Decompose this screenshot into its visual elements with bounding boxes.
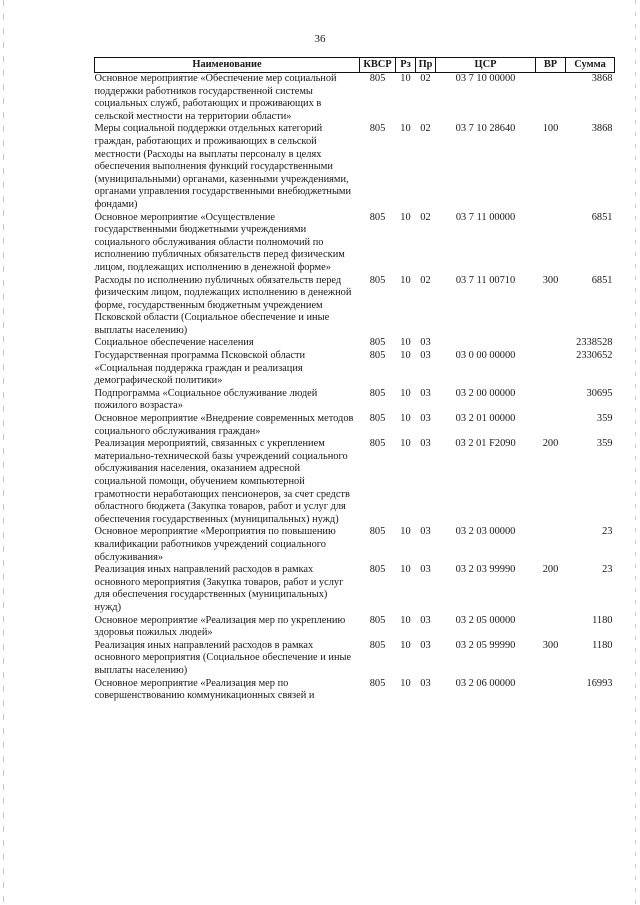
cell-name: Государственная программа Псковской области «Социальная поддержка граждан и реализация демографической политики» — [94, 350, 306, 387]
cell-pr: 03 — [420, 337, 431, 349]
cell-csr — [436, 337, 536, 350]
cell-pr: 03 — [420, 438, 431, 450]
cell-name: Реализация иных направлений расходов в рамках основного мероприятия (Социальное обеспечение и иные выплаты населению) — [94, 639, 352, 676]
cell-rz: 10 — [400, 350, 411, 362]
cell-sum: 3868 — [591, 73, 613, 84]
cell-pr: 02 — [420, 274, 431, 286]
cell-rz: 10 — [400, 639, 411, 651]
cell-vr — [536, 615, 566, 640]
table-row — [95, 275, 615, 338]
scan-margin-left — [3, 0, 4, 905]
cell-csr: 03 7 10 28640 — [455, 123, 516, 135]
cell-csr: 03 2 01 F2090 — [455, 438, 516, 450]
cell-sum: 2330652 — [576, 350, 613, 362]
cell-kvsr: 805 — [369, 73, 386, 84]
cell-vr: 300 — [542, 274, 559, 286]
cell-sum: 23 — [602, 526, 613, 538]
cell-vr — [536, 73, 566, 124]
table-row — [95, 615, 615, 640]
cell-name: Реализация мероприятий, связанных с укреплением материально-технической базы учреждений социального обслуживания населения, оказанием адресной социальной помощи, обучением компьютерной грамотности неработающих пенсионеров, за счет средств областного бюджета (Закупка товаров, работ и услуг для обеспечения государственных (муниципальных) нужд) — [94, 438, 350, 525]
cell-csr: 03 2 01 00000 — [455, 413, 516, 425]
header-sum: Сумма — [566, 58, 615, 73]
cell-name: Подпрограмма «Социальное обслуживание людей пожилого возраста» — [94, 387, 318, 412]
cell-vr: 200 — [542, 564, 559, 576]
cell-kvsr: 805 — [369, 274, 386, 286]
cell-vr — [536, 350, 566, 388]
cell-kvsr: 805 — [369, 639, 386, 651]
cell-sum: 6851 — [591, 274, 613, 286]
cell-vr: 200 — [542, 438, 559, 450]
cell-csr: 03 2 00 00000 — [455, 387, 516, 399]
table-row — [95, 678, 615, 703]
cell-kvsr: 805 — [369, 350, 386, 362]
cell-pr: 03 — [420, 350, 431, 362]
table-row — [95, 337, 615, 350]
cell-vr — [536, 388, 566, 413]
cell-sum: 2338528 — [576, 337, 613, 349]
cell-csr: 03 7 11 00710 — [455, 274, 516, 286]
cell-pr: 02 — [420, 123, 431, 135]
cell-kvsr: 805 — [369, 337, 386, 349]
cell-kvsr: 805 — [369, 438, 386, 450]
cell-csr: 03 0 00 00000 — [455, 350, 516, 362]
cell-kvsr: 805 — [369, 123, 386, 135]
cell-kvsr: 805 — [369, 387, 386, 399]
cell-name: Социальное обеспечение населения — [94, 337, 254, 349]
table-row — [95, 350, 615, 388]
cell-name: Расходы по исполнению публичных обязательств перед физическим лицом, подлежащих исполнению в денежной форме, государственным бюджетным учреждением Псковской области (Социальное обеспечение и иные выплаты населению) — [94, 274, 352, 336]
cell-name: Основное мероприятие «Мероприятия по повышению квалификации работников учреждений социального обслуживания» — [94, 526, 336, 563]
cell-csr: 03 7 10 00000 — [455, 73, 516, 84]
header-kvsr: КВСР — [360, 58, 396, 73]
cell-rz: 10 — [400, 73, 411, 84]
cell-pr: 02 — [420, 211, 431, 223]
cell-name: Основное мероприятие «Реализация мер по укреплению здоровья пожилых людей» — [94, 614, 346, 639]
cell-rz: 10 — [400, 337, 411, 349]
cell-vr — [536, 212, 566, 275]
cell-sum: 30695 — [586, 387, 613, 399]
header-csr: ЦСР — [436, 58, 536, 73]
cell-kvsr: 805 — [369, 564, 386, 576]
header-rz: Рз — [396, 58, 416, 73]
cell-sum: 1180 — [592, 639, 613, 651]
cell-csr: 03 2 05 00000 — [455, 614, 516, 626]
cell-rz: 10 — [400, 413, 411, 425]
cell-sum: 16993 — [586, 677, 613, 689]
cell-rz: 10 — [400, 123, 411, 135]
scan-margin-right — [635, 0, 636, 905]
cell-sum: 359 — [596, 438, 613, 450]
page-number: 36 — [314, 33, 326, 45]
cell-rz: 10 — [400, 677, 411, 689]
table-body — [95, 73, 615, 703]
cell-name: Основное мероприятие «Осуществление государственными бюджетными учреждениями социального обслуживания области полномочий по исполнению публичных обязательств перед физическим лицом, подлежащих исполнению в денежной форме» — [94, 211, 345, 273]
table-row — [95, 526, 615, 564]
cell-rz: 10 — [400, 564, 411, 576]
table-row — [95, 438, 615, 526]
cell-kvsr: 805 — [369, 614, 386, 626]
cell-csr: 03 7 11 00000 — [455, 211, 516, 223]
cell-pr: 02 — [420, 73, 431, 84]
table-row — [95, 212, 615, 275]
cell-sum: 359 — [596, 413, 613, 425]
cell-vr: 100 — [542, 123, 559, 135]
cell-sum: 6851 — [591, 211, 613, 223]
cell-sum: 1180 — [592, 614, 613, 626]
table-row — [95, 413, 615, 438]
cell-kvsr: 805 — [369, 211, 386, 223]
cell-csr: 03 2 05 99990 — [455, 639, 516, 651]
cell-pr: 03 — [420, 677, 431, 689]
table-header-row — [95, 58, 615, 73]
cell-sum: 3868 — [591, 123, 613, 135]
header-vr: ВР — [536, 58, 566, 73]
cell-name: Основное мероприятие «Внедрение современных методов социального обслуживания граждан» — [94, 413, 354, 437]
cell-vr — [536, 337, 566, 350]
cell-pr: 03 — [420, 526, 431, 538]
table-row — [95, 123, 615, 211]
cell-kvsr: 805 — [369, 413, 386, 425]
cell-csr: 03 2 03 00000 — [455, 526, 516, 538]
table-row — [95, 564, 615, 614]
cell-rz: 10 — [400, 614, 411, 626]
cell-name: Основное мероприятие «Реализация мер по совершенствованию коммуникационных связей и — [94, 677, 315, 702]
cell-name: Основное мероприятие «Обеспечение мер социальной поддержки работников государственной системы социальных служб, работающих и проживающих в сельской местности на территории области» — [94, 73, 337, 122]
cell-rz: 10 — [400, 526, 411, 538]
cell-rz: 10 — [400, 274, 411, 286]
cell-kvsr: 805 — [369, 677, 386, 689]
cell-kvsr: 805 — [369, 526, 386, 538]
cell-pr: 03 — [420, 614, 431, 626]
cell-rz: 10 — [400, 438, 411, 450]
header-name: Наименование — [95, 58, 360, 73]
cell-vr — [536, 678, 566, 703]
cell-pr: 03 — [420, 639, 431, 651]
budget-table — [94, 57, 615, 703]
header-pr: Пр — [416, 58, 436, 73]
table-row — [95, 640, 615, 678]
cell-vr — [536, 526, 566, 564]
cell-rz: 10 — [400, 211, 411, 223]
cell-csr: 03 2 06 00000 — [455, 677, 516, 689]
cell-csr: 03 2 03 99990 — [455, 564, 516, 576]
cell-pr: 03 — [420, 387, 431, 399]
cell-rz: 10 — [400, 387, 411, 399]
cell-name: Реализация иных направлений расходов в рамках основного мероприятия (Закупка товаров, работ и услуг для обеспечения государственных (муниципальных) нужд) — [94, 564, 344, 613]
cell-name: Меры социальной поддержки отдельных категорий граждан, работающих и проживающих в сельской местности (Расходы на выплаты персоналу в целях обеспечения выполнения функций государственными (муниципальными) органами, казенными учреждениями, органами управления государственными внебюджетными фондами) — [94, 123, 352, 210]
table-row — [95, 388, 615, 413]
cell-pr: 03 — [420, 413, 431, 425]
cell-vr: 300 — [542, 639, 559, 651]
cell-vr — [536, 413, 566, 438]
table-row — [95, 73, 615, 124]
cell-pr: 03 — [420, 564, 431, 576]
cell-sum: 23 — [602, 564, 613, 576]
